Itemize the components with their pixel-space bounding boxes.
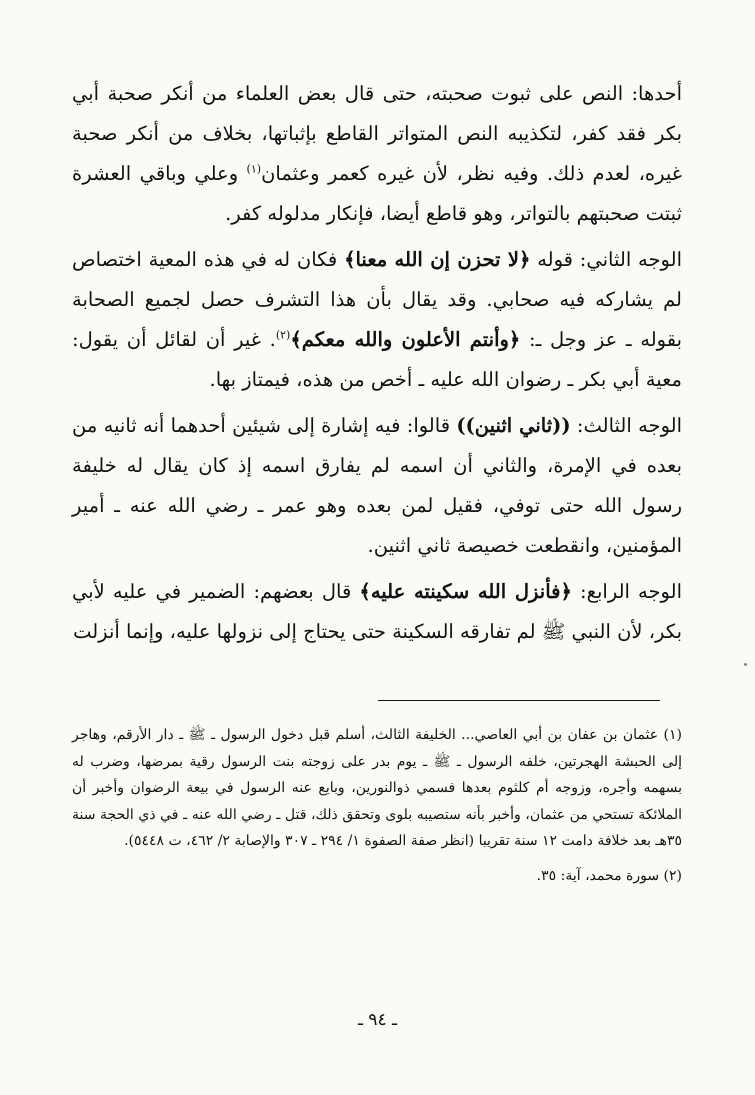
paragraph bbox=[72, 74, 682, 234]
text-span: فكان له في هذه المعية اختصاص لم يشاركه فيه صحابي. وقد يقال بأن هذا التشرف حصل لجميع الصحابة بقوله ـ عز وجل ـ: bbox=[72, 248, 683, 351]
quran-verse: ﴿لا تحزن إن الله معنا﴾ bbox=[344, 248, 531, 271]
text-span: وعلي وباقي العشرة ثبتت صحبتهم بالتواتر، وهو قاطع أيضا، فإنكار مدلوله كفر. bbox=[72, 162, 682, 225]
text-span: أحدها: النص على ثبوت صحبته، حتى قال بعض العلماء من أنكر صحبة أبي بكر فقد كفر، لتكذيبه النص المتواتر القاطع بإثباتها، بخلاف من أنكر صحبة غيره، لعدم ذلك. وفيه نظر، لأن غيره كعمر وعثمان bbox=[72, 82, 682, 185]
quoted-phrase: ((ثاني اثنين)) bbox=[456, 414, 571, 437]
footnote-2: (٢) سورة محمد، آية: ٣٥. bbox=[536, 867, 682, 884]
main-text bbox=[72, 74, 682, 658]
quran-verse: ﴿فأنزل الله سكينته عليه﴾ bbox=[359, 580, 572, 603]
text-span: قالوا: فيه إشارة إلى شيئين أحدهما أنه ثانيه من بعده في الإمرة، والثاني أن اسمه لم يفارق اسمه إذ كان يقال له خليفة رسول الله حتى توفي، فقيل لمن بعده وهو عمر ـ رضي الله عنه ـ أمير المؤمنين، وانقطعت خصيصة ثاني اثنين. bbox=[72, 414, 682, 557]
paragraph bbox=[72, 406, 682, 566]
page-number: ـ ٩٤ ـ bbox=[357, 1010, 398, 1030]
text-span: قال بعضهم: الضمير في عليه لأبي بكر، لأن النبي ﷺ لم تفارقه السكينة حتى يحتاج إلى نزولها عليه، وإنما أنزلت bbox=[72, 580, 682, 643]
text-span: الوجه الثالث: bbox=[570, 414, 683, 437]
paragraph bbox=[72, 240, 682, 400]
text-span: الوجه الثاني: قوله bbox=[530, 248, 682, 271]
quran-verse: ﴿وأنتم الأعلون والله معكم﴾ bbox=[290, 328, 521, 351]
text-span: . غير أن لقائل أن يقول: معية أبي بكر ـ رضوان الله عليه ـ أخص من هذه، فيمتاز بها. bbox=[72, 328, 682, 391]
footnote-divider bbox=[378, 700, 660, 701]
footnotes bbox=[72, 722, 682, 897]
paragraph bbox=[72, 572, 682, 652]
footnote-1: (١) عثمان بن عفان بن أبي العاصي... الخليفة الثالث، أسلم قبل دخول الرسول ـ ﷺ ـ دار الأرقم، وهاجر إلى الحبشة الهجرتين، خلفه الرسول ـ ﷺ ـ يوم بدر على زوجته بنت الرسول رقية بمرضها، وضرب له بسهمه وأجره، وزوجه أم كلثوم بعدها فسمي ذوالنورين، وبايع عنه الرسول في بيعة الرضوان وأخبر أن الملائكة تستحي من عثمان، وأخبر بأنه ستصيبه بلوى وتحقق ذلك، قتل ـ رضي الله عنه ـ في ذي الحجة سنة ٣٥هـ بعد خلافة دامت ١٢ سنة تقريبا (انظر صفة الصفوة ١/ ٢٩٤ ـ ٣٠٧ والإصابة ٢/ ٤٦٢، ت ٥٤٤٨). bbox=[72, 727, 683, 849]
text-span: الوجه الرابع: bbox=[571, 580, 682, 603]
footnote-ref-2: (٢) bbox=[275, 328, 291, 342]
margin-mark bbox=[744, 663, 747, 666]
footnote-ref-1: (١) bbox=[246, 162, 262, 176]
